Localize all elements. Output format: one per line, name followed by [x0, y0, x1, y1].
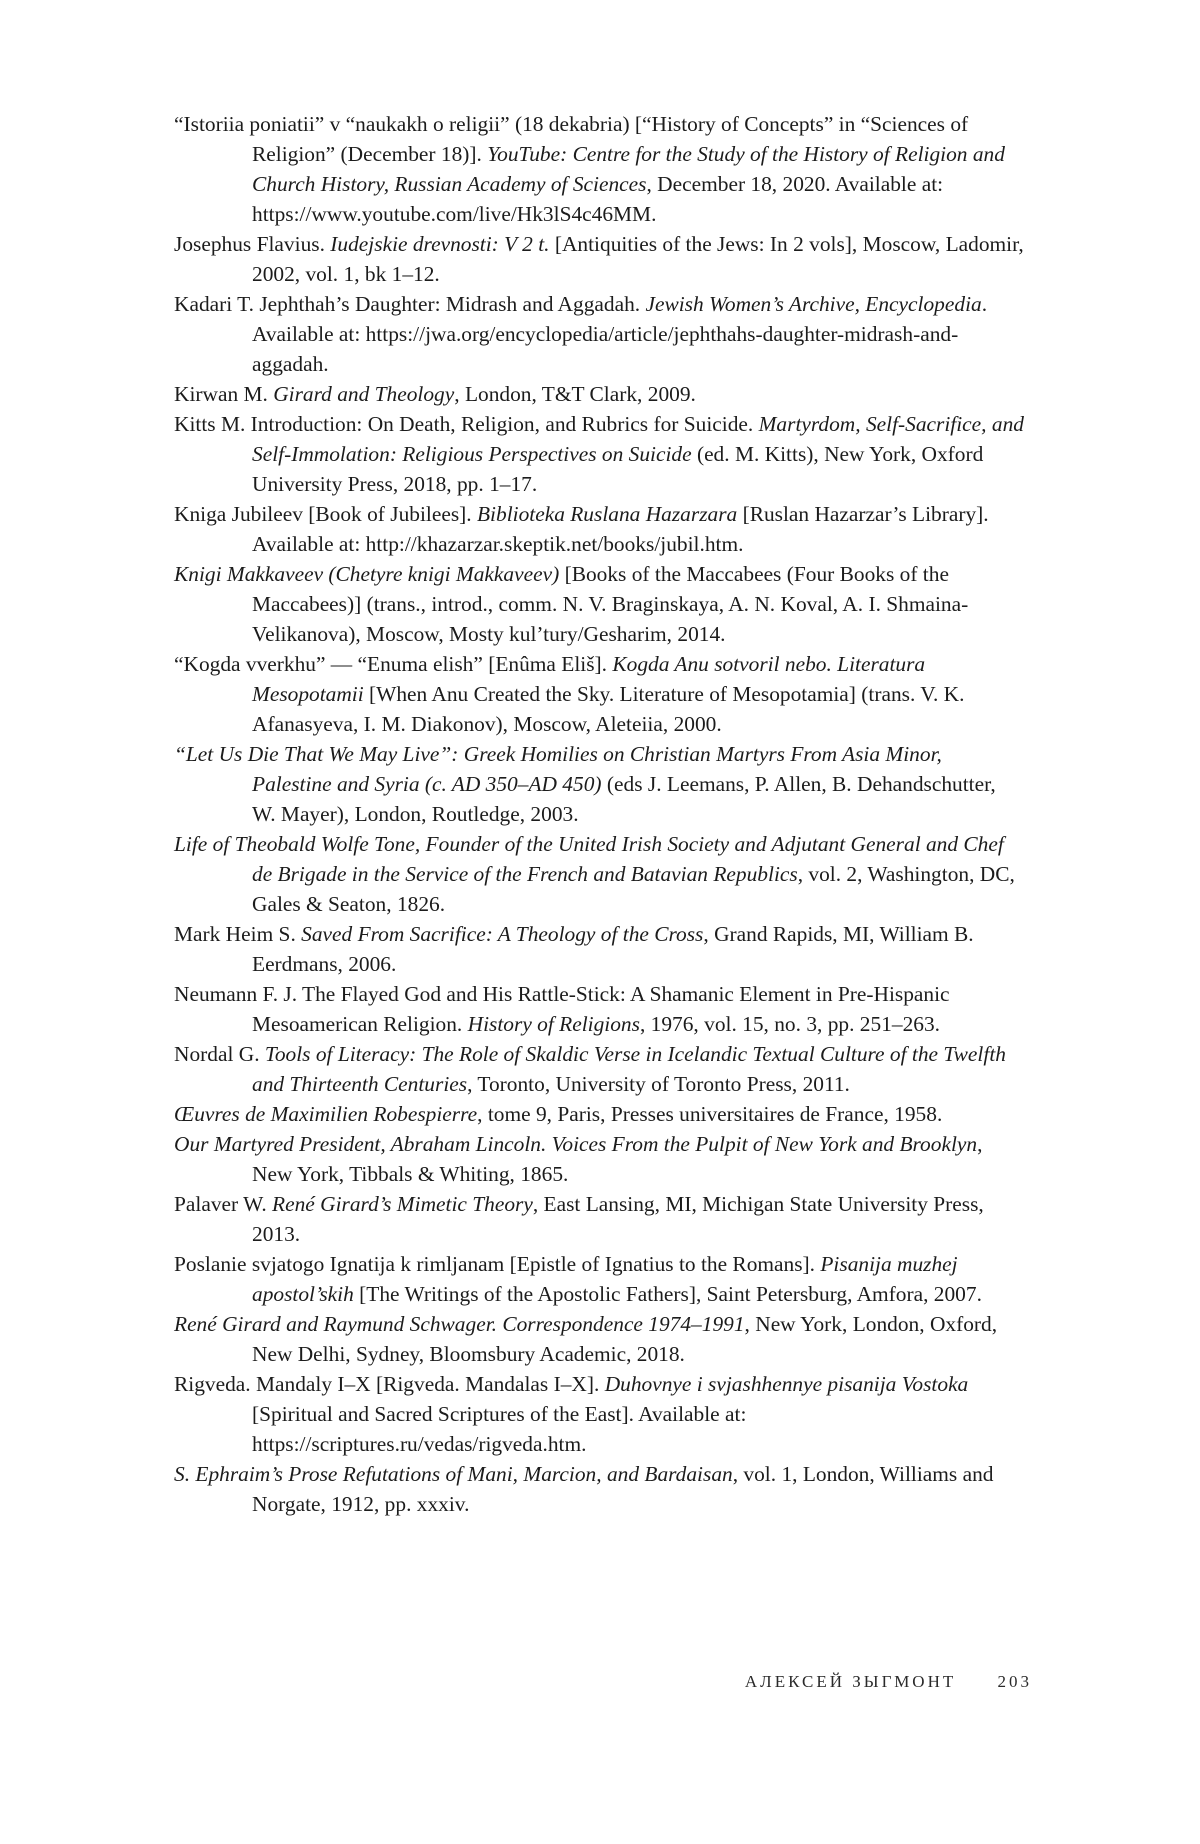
bibliography-entry: Knigi Makkaveev (Chetyre knigi Makkaveev) [Books of the Maccabees (Four Books of the Maccabees)] (trans., introd., comm. N. V. Braginskaya, A. N. Koval, A. I. Shmaina-Velikanova), Moscow, Mosty kul’tury/Gesharim, 2014. [174, 562, 969, 646]
bibliography-entry: Kniga Jubileev [Book of Jubilees]. Biblioteka Ruslana Hazarzara [Ruslan Hazarzar’s Library]. Available at: http://khazarzar.skeptik.net/books/jubil.htm. [174, 502, 989, 556]
bibliography-entry: Œuvres de Maximilien Robespierre, tome 9, Paris, Presses universitaires de France, 1958. [174, 1102, 943, 1126]
bibliography-entry: Rigveda. Mandaly I–X [Rigveda. Mandalas I–X]. Duhovnye i svjashhennye pisanija Vostoka [Spiritual and Sacred Scriptures of the East]. Available at: https://scriptures.ru/vedas/rigveda.htm. [174, 1372, 969, 1456]
bibliography-entry: René Girard and Raymund Schwager. Correspondence 1974–1991, New York, London, Oxford, New Delhi, Sydney, Bloomsbury Academic, 2018. [174, 1312, 998, 1366]
bibliography-entry: “Let Us Die That We May Live”: Greek Homilies on Christian Martyrs From Asia Minor, Palestine and Syria (c. AD 350–AD 450) (eds J. Leemans, P. Allen, B. Dehandschutter, W. Mayer), London, Routledge, 2003. [174, 742, 996, 826]
bibliography-entry: Our Martyred President, Abraham Lincoln. Voices From the Pulpit of New York and Brooklyn, New York, Tibbals & Whiting, 1865. [174, 1132, 983, 1186]
bibliography-entry: Palaver W. René Girard’s Mimetic Theory, East Lansing, MI, Michigan State University Press, 2013. [174, 1192, 984, 1246]
bibliography-entry: Kirwan M. Girard and Theology, London, T&T Clark, 2009. [174, 382, 696, 406]
bibliography-entry: “Kogda vverkhu” — “Enuma elish” [Enûma Eliš]. Kogda Anu sotvoril nebo. Literatura Mesopotamii [When Anu Created the Sky. Literature of Mesopotamia] (trans. V. K. Afanasyeva, I. M. Diakonov), Moscow, Aleteiia, 2000. [174, 652, 965, 736]
bibliography-entry: Kitts M. Introduction: On Death, Religion, and Rubrics for Suicide. Martyrdom, Self-Sacrifice, and Self-Immolation: Religious Perspectives on Suicide (ed. M. Kitts), New York, Oxford University Press, 2018, pp. 1–17. [174, 412, 1024, 496]
bibliography-list [174, 109, 1024, 1519]
bibliography-entry: Life of Theobald Wolfe Tone, Founder of the United Irish Society and Adjutant General and Chef de Brigade in the Service of the French and Batavian Republics, vol. 2, Washington, DC, Gales & Seaton, 1826. [174, 832, 1015, 916]
bibliography-entry: Josephus Flavius. Iudejskie drevnosti: V 2 t. [Antiquities of the Jews: In 2 vols], Moscow, Ladomir, 2002, vol. 1, bk 1–12. [174, 232, 1024, 286]
bibliography-entry: Neumann F. J. The Flayed God and His Rattle-Stick: A Shamanic Element in Pre-Hispanic Mesoamerican Religion. History of Religions, 1976, vol. 15, no. 3, pp. 251–263. [174, 982, 950, 1036]
bibliography-entry: Nordal G. Tools of Literacy: The Role of Skaldic Verse in Icelandic Textual Culture of the Twelfth and Thirteenth Centuries, Toronto, University of Toronto Press, 2011. [174, 1042, 1006, 1096]
running-author: АЛЕКСЕЙ ЗЫГМОНТ [744, 1672, 957, 1691]
page-footer [745, 1672, 1032, 1692]
bibliography-entry: “Istoriia poniatii” v “naukakh o religii” (18 dekabria) [“History of Concepts” in “Sciences of Religion” (December 18)]. YouTube: Centre for the Study of the History of Religion and Church History, Russian Academy of Sciences, December 18, 2020. Available at: https://www.youtube.com/live/Hk3lS4c46MM. [174, 112, 1005, 226]
bibliography-entry: S. Ephraim’s Prose Refutations of Mani, Marcion, and Bardaisan, vol. 1, London, Williams and Norgate, 1912, pp. xxxiv. [174, 1462, 994, 1516]
bibliography-entry: Poslanie svjatogo Ignatija k rimljanam [Epistle of Ignatius to the Romans]. Pisanija muzhej apostol’skih [The Writings of the Apostolic Fathers], Saint Petersburg, Amfora, 2007. [174, 1252, 982, 1306]
bibliography-entry: Mark Heim S. Saved From Sacrifice: A Theology of the Cross, Grand Rapids, MI, William B. Eerdmans, 2006. [174, 922, 974, 976]
bibliography-entry: Kadari T. Jephthah’s Daughter: Midrash and Aggadah. Jewish Women’s Archive, Encyclopedia. Available at: https://jwa.org/encyclopedia/article/jephthahs-daughter-midrash-and-aggadah. [174, 292, 988, 376]
page-number: 203 [997, 1672, 1032, 1691]
